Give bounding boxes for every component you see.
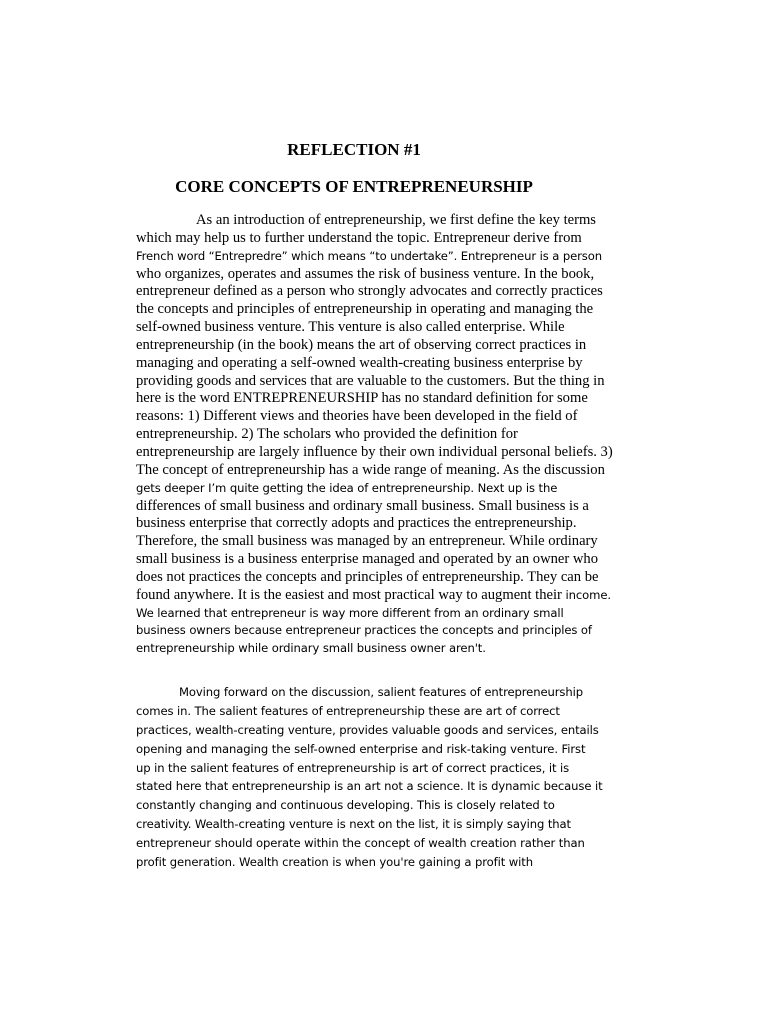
text-line: We learned that entrepreneur is way more different from an ordinary small xyxy=(136,605,564,620)
document-title: REFLECTION #1 xyxy=(287,140,421,159)
text-line: opening and managing the self-owned enterprise and risk-taking venture. First xyxy=(136,741,586,756)
text-line: business owners because entrepreneur practices the concepts and principles of xyxy=(136,623,592,638)
text-line: entrepreneur defined as a person who strongly advocates and correctly practices xyxy=(136,283,603,300)
text-line: self-owned business venture. This venture is also called enterprise. While xyxy=(136,319,565,336)
text-line: entrepreneurship. 2) The scholars who provided the definition for xyxy=(136,426,518,443)
text-line: profit generation. Wealth creation is when you're gaining a profit with xyxy=(136,855,533,870)
text-line: stated here that entrepreneurship is an art not a science. It is dynamic because it xyxy=(136,779,603,794)
text-line: entrepreneurship are largely influence by their own individual personal beliefs. 3) xyxy=(136,443,613,460)
text-line xyxy=(136,587,636,605)
text-line: gets deeper I’m quite getting the idea of entrepreneurship. Next up is the xyxy=(136,480,558,495)
text-line xyxy=(136,248,636,266)
text-line: up in the salient features of entrepreneurship is art of correct practices, it is xyxy=(136,760,570,775)
text-line: As an introduction of entrepreneurship, we first define the key terms xyxy=(196,212,596,228)
paragraph-1 xyxy=(136,212,636,658)
text-line: entrepreneurship (in the book) means the art of observing correct practices in xyxy=(136,336,587,353)
text-line: Moving forward on the discussion, salient features of entrepreneurship xyxy=(179,685,583,699)
paragraph-2 xyxy=(136,683,636,872)
text-line: differences of small business and ordinary small business. Small business is a xyxy=(136,497,589,514)
text-line: comes in. The salient features of entrepreneurship these are art of correct xyxy=(136,703,560,718)
text-line: providing goods and services that are valuable to the customers. But the thing in xyxy=(136,372,605,389)
text-span: income. xyxy=(561,587,611,602)
text-line: The concept of entrepreneurship has a wide range of meaning. As the discussion xyxy=(136,461,605,478)
text-line: entrepreneur should operate within the concept of wealth creation rather than xyxy=(136,836,585,851)
text-span: French word “Entrepredre” which means “to undertake”. xyxy=(136,248,458,263)
text-line: the concepts and principles of entrepreneurship in operating and managing the xyxy=(136,301,594,318)
text-line: Therefore, the small business was managed by an entrepreneur. While ordinary xyxy=(136,533,598,550)
text-line: small business is a business enterprise managed and operated by an owner who xyxy=(136,551,599,568)
text-span: found anywhere. It is the easiest and most practical way to augment their xyxy=(136,586,562,603)
text-line: does not practices the concepts and principles of entrepreneurship. They can be xyxy=(136,568,599,585)
text-span: Entrepreneur is a person xyxy=(457,248,602,263)
text-line: reasons: 1) Different views and theories have been developed in the field of xyxy=(136,408,578,425)
text-line: constantly changing and continuous developing. This is closely related to xyxy=(136,798,555,813)
text-line: who organizes, operates and assumes the risk of business venture. In the book, xyxy=(136,265,595,282)
text-line: entrepreneurship while ordinary small business owner aren't. xyxy=(136,641,486,656)
text-line: creativity. Wealth-creating venture is next on the list, it is simply saying that xyxy=(136,817,571,832)
document-subtitle: CORE CONCEPTS OF ENTREPRENEURSHIP xyxy=(175,177,533,196)
text-line: business enterprise that correctly adopts and practices the entrepreneurship. xyxy=(136,515,577,532)
text-line: practices, wealth-creating venture, provides valuable goods and services, entails xyxy=(136,722,599,737)
text-line: here is the word ENTREPRENEURSHIP has no standard definition for some xyxy=(136,390,588,407)
text-line: managing and operating a self-owned wealth-creating business enterprise by xyxy=(136,354,583,371)
text-line: which may help us to further understand the topic. Entrepreneur derive from xyxy=(136,229,582,246)
